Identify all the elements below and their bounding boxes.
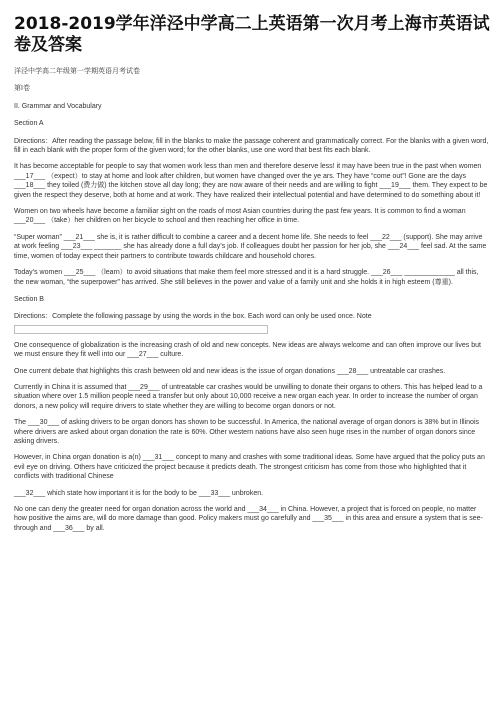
- section-b-paragraph-5: However, in China organ donation is a(n) ___31___ concept to many and crashes with some traditional ideas. Some have argued that the policy puts an evil eye on driving. Others have criticized the project because it predicts death. The strongest criticism has come from those who highlighted that it conflicts with traditional Chinese: [14, 454, 485, 481]
- section-b-directions: Directions：Complete the following passage by using the words in the box. Each word can only be used once. Note: [14, 313, 372, 321]
- section-a-directions: Directions：After reading the passage below, fill in the blanks to make the passage coherent and grammatically correct. For the blanks with a given word, fill in each blank with the proper form of the given word; for the other blanks, use one word that best fits each blank.: [14, 137, 489, 155]
- section-b-paragraph-4: The ___30___ of asking drivers to be organ donors has shown to be successful. In America, the national average of organ donors is 38% but in Illinois where drivers are asked about organ donation the rate is 60%. Other western nations have also seen huge rises in the number of organ donors since asking drivers.: [14, 419, 480, 445]
- document-title: 2018-2019学年洋泾中学高二上英语第一次月考上海市英语试卷及答案: [14, 14, 490, 55]
- section-b-label: Section B: [14, 295, 44, 303]
- section-b-paragraph-1: One consequence of globalization is the increasing crash of old and new concepts. New ideas are always welcome and can often improve our lives but we must ensure they fit well into our ___27___ culture.: [14, 341, 481, 359]
- section-a-paragraph-2: Women on two wheels have become a familiar sight on the roads of most Asian countries during the past few years. It is common to find a woman ___20___ （take）her children on her bicycle to school and then reaching her office in time.: [14, 208, 466, 225]
- exam-subheading: 洋泾中学高二年级第一学期英语月考试卷: [14, 68, 140, 75]
- section-b-paragraph-6: ___32___ which state how important it is for the body to be ___33___ unbroken.: [14, 489, 264, 497]
- section-a-paragraph-3: “Super woman” ___21___ she is, it is rather difficult to combine a career and a decent home life. She needs to feel ___22___ (support). She may arrive at work feeling ___23___ _______ she has already done a full day’s job. If colleagues doubt her passion for her job, she ___24___ feel sad. At the same time, women of today expect their partners to contribute towards childcare and household chores.: [14, 233, 487, 260]
- section-b-paragraph-2: One current debate that highlights this crash between old and new ideas is the issue of organ donations ___28___ untreatable car crashes.: [14, 367, 446, 375]
- section-b-paragraph-3: Currently in China it is assumed that ___29___ of untreatable car crashes would be unwilling to donate their organs to others. This has helped lead to a situation where over 1.5 million people need a transfer but only about 10,000 receive a new organ each year. In order to increase the number of organ donors, a new policy will require drivers to state whether they are willing to become organ donors or not.: [14, 383, 483, 410]
- section-a-paragraph-1: It has become acceptable for people to say that women work less than men and therefore deserve less! it may have been true in the past when women ___17___ （expect）to stay at home and look after children, but women have changed over the ye ars. They have “come out”! Gone are the days ___18___ they toiled (费力做) the kitchen stove all day long; they are now aware of their needs and are willing to fight ___19___ them. They expect to be given the respect they deserve, both at home and at work. They have realized their intellectual potential and have determined to do something about it!: [14, 163, 488, 199]
- section-a-label: Section A: [14, 120, 44, 128]
- section-a-paragraph-4: Today’s women ___25___ （learn）to avoid situations that make them feel more stressed and it is a hard struggle. ___26___ _____________ all this, the new woman, “the superpower” has arrived. She still believes in the power and value of a family unit and she holds it in high esteem (尊重).: [14, 269, 479, 286]
- word-box: [14, 325, 268, 334]
- part-title: II. Grammar and Vocabulary: [14, 102, 102, 110]
- volume-label: 第I卷: [14, 85, 30, 93]
- section-b-paragraph-7: No one can deny the greater need for organ donation across the world and ___34___ in China. However, a project that is forced on people, no matter how positive the aims are, will do more damage than good. Policy makers must go carefully and ___35___ in this area and ensure a system that is see-through and ___36___ by all.: [14, 506, 483, 532]
